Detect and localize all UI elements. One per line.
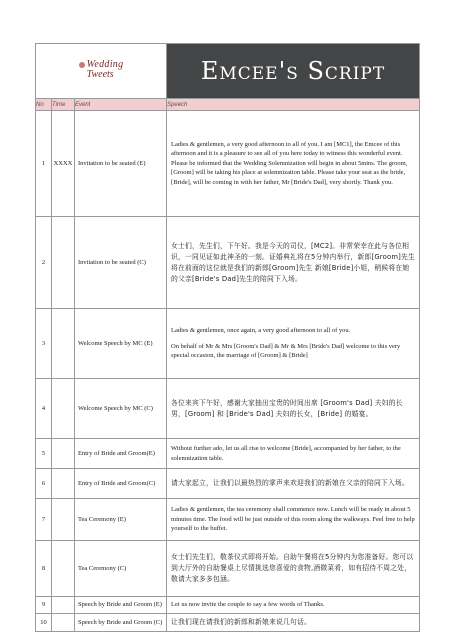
wedding-tweets-logo [79, 60, 124, 80]
speech-paragraph: Ladies & gentlemen, once again, a very good afternoon to all of you. [171, 327, 351, 335]
table-row [36, 613, 420, 631]
table-row [36, 309, 420, 379]
row-speech [167, 111, 420, 217]
header-event: Event [75, 99, 167, 111]
table-row [36, 439, 420, 469]
row-time [52, 541, 75, 597]
row-time [52, 309, 75, 379]
speech-paragraph: 请大家起立，让我们以最热烈的掌声来欢迎我们的新娘在父亲的陪同下入场。 [171, 479, 409, 487]
row-no: 8 [36, 541, 52, 597]
header-time: Time [52, 99, 75, 111]
speech-paragraph: Without further ado, let us all rise to welcome [Bride], accompanied by her father, to the solemnization table. [171, 444, 401, 462]
table-row [36, 597, 420, 614]
emcee-script-table [35, 43, 420, 632]
table-row [36, 379, 420, 439]
logo-line-1: Wedding [86, 59, 124, 70]
row-time [52, 499, 75, 541]
row-no: 1 [36, 111, 52, 217]
table-row [36, 541, 420, 597]
row-time [52, 379, 75, 439]
row-no: 9 [36, 597, 52, 614]
table-row [36, 217, 420, 309]
speech-paragraph: 女士们，先生们，下午好。我是今天的司仪，[MC2]。非常荣幸在此与各位相识，一同见证如此神圣的一刻。证婚典礼将在5分钟内举行，新郎[Groom]先生将在前面的这位就是我们的新郎[Groom]先生 新娘[Bride]小姐，稍候将在她的父亲[Bride's Dad]先生的陪同下入场。 [171, 241, 416, 283]
row-time [52, 597, 75, 614]
row-event: Invitation to be seated (E) [75, 111, 167, 217]
speech-paragraph: Ladies & gentlemen, a very good afternoon to all of you. I am [MC1], the Emcee of this afternoon and it is a pleasure to see all of you here today to witness this wonderful event. Please be informed that the Wedding Solemnization will begin in about 5mins. The groom, [Groom] will be taking his place at solemnization table. Please take your seat as the bride, [Bride], will be coming in with her father, Mr [Bride's Dad], very shortly. Thank you. [171, 140, 408, 186]
header-no: No [36, 99, 52, 111]
speech-paragraph: 让我们现在请我们的新郎和新娘来说几句话。 [171, 617, 311, 626]
row-speech [167, 499, 420, 541]
logo-dot-icon [79, 62, 85, 68]
table-row [36, 469, 420, 499]
row-speech [167, 541, 420, 597]
row-no: 6 [36, 469, 52, 499]
speech-paragraph: Let us now invite the couple to say a few words of Thanks. [171, 601, 325, 608]
row-event: Welcome Speech by MC (C) [75, 379, 167, 439]
row-event: Invitation to be seated (C) [75, 217, 167, 309]
table-header-row [36, 99, 420, 111]
row-no: 10 [36, 613, 52, 631]
speech-paragraph: On behalf of Mr & Mrs [Groom's Dad] & Mr & Mrs [Bride's Dad] welcome to this very special occasion, the marriage of [Groom] & [Bride] [171, 342, 401, 360]
table-row [36, 499, 420, 541]
header-speech: Speech [167, 99, 420, 111]
row-speech [167, 309, 420, 379]
speech-paragraph: 各位来宾下午好，感谢大家抽出宝贵的时间出席 [Groom's Dad] 夫妇的长男，[Groom] 和 [Bride's Dad] 夫妇的长女，[Bride] 的婚宴。 [171, 398, 403, 418]
row-speech [167, 597, 420, 614]
row-no: 3 [36, 309, 52, 379]
row-event: Tea Ceremony (E) [75, 499, 167, 541]
logo-cell [36, 44, 167, 99]
row-time: XXXX [52, 111, 75, 217]
row-speech [167, 217, 420, 309]
row-speech [167, 439, 420, 469]
row-event: Tea Ceremony (C) [75, 541, 167, 597]
row-no: 4 [36, 379, 52, 439]
row-no: 2 [36, 217, 52, 309]
speech-paragraph: Ladies & gentlemen, the tea ceremony shall commence now. Lunch will be ready in about 5 minutes time. The food will be just outside of this room along the walkways. Feel free to help yourself to the buffet. [171, 506, 415, 533]
speech-paragraph: 女士们先生们，敬茶仪式即将开始。自助午餐将在5分钟内为您准备好。您可以到大厅外的自助餐桌上尽情挑选您喜爱的食物,酒微菜肴，如有招待不周之处，敬请大家多多包涵。 [171, 553, 414, 583]
row-event: Entry of Bride and Groom(C) [75, 469, 167, 499]
row-no: 7 [36, 499, 52, 541]
row-event: Welcome Speech by MC (E) [75, 309, 167, 379]
row-speech [167, 469, 420, 499]
row-speech [167, 613, 420, 631]
row-time [52, 469, 75, 499]
document-title: Emcee's Script [167, 44, 420, 99]
row-event: Entry of Bride and Groom(E) [75, 439, 167, 469]
row-time [52, 217, 75, 309]
table-row [36, 111, 420, 217]
row-time [52, 613, 75, 631]
row-event: Speech by Bride and Groom (E) [75, 597, 167, 614]
logo-line-2: Tweets [86, 69, 114, 80]
row-no: 5 [36, 439, 52, 469]
row-time [52, 439, 75, 469]
row-speech [167, 379, 420, 439]
row-event: Speech by Bride and Groom (C) [75, 613, 167, 631]
